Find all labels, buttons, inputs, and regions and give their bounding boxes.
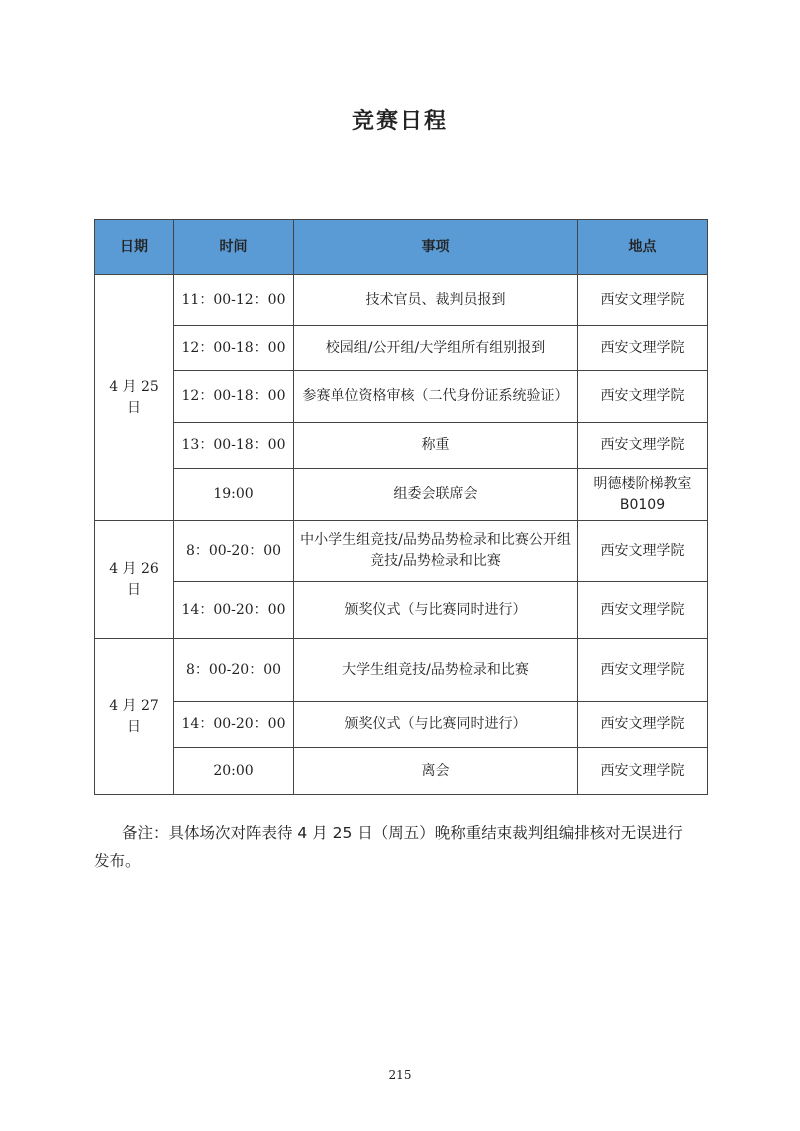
header-time: 时间	[174, 220, 294, 275]
event-cell: 参赛单位资格审核（二代身份证系统验证）	[294, 371, 578, 423]
location-cell: 西安文理学院	[578, 275, 708, 326]
date-cell: 4 月 27 日	[95, 639, 174, 795]
event-cell: 中小学生组竞技/品势品势检录和比赛公开组竞技/品势检录和比赛	[294, 521, 578, 582]
table-row	[95, 469, 708, 521]
footnote: 备注：具体场次对阵表待 4 月 25 日（周五）晚称重结束裁判组编排核对无误进行发布。	[94, 824, 683, 870]
event-cell: 组委会联席会	[294, 469, 578, 521]
location-cell: 西安文理学院	[578, 326, 708, 371]
table-row	[95, 702, 708, 748]
time-cell: 20:00	[174, 748, 294, 795]
schedule-table	[94, 219, 708, 795]
event-cell: 称重	[294, 423, 578, 469]
table-header-row	[95, 220, 708, 275]
header-location: 地点	[578, 220, 708, 275]
time-cell: 8：00-20：00	[174, 521, 294, 582]
time-cell: 12：00-18：00	[174, 326, 294, 371]
location-cell: 西安文理学院	[578, 521, 708, 582]
location-cell: 西安文理学院	[578, 748, 708, 795]
table-row	[95, 521, 708, 582]
table-row	[95, 326, 708, 371]
location-cell: 西安文理学院	[578, 423, 708, 469]
header-event: 事项	[294, 220, 578, 275]
table-row	[95, 639, 708, 702]
table-row	[95, 275, 708, 326]
event-cell: 校园组/公开组/大学组所有组别报到	[294, 326, 578, 371]
location-cell: 西安文理学院	[578, 582, 708, 639]
table-row	[95, 371, 708, 423]
date-cell: 4 月 26 日	[95, 521, 174, 639]
header-date: 日期	[95, 220, 174, 275]
time-cell: 14：00-20：00	[174, 582, 294, 639]
event-cell: 颁奖仪式（与比赛同时进行）	[294, 582, 578, 639]
table-row	[95, 748, 708, 795]
location-cell: 西安文理学院	[578, 702, 708, 748]
event-cell: 技术官员、裁判员报到	[294, 275, 578, 326]
time-cell: 13：00-18：00	[174, 423, 294, 469]
event-cell: 离会	[294, 748, 578, 795]
time-cell: 8：00-20：00	[174, 639, 294, 702]
table-row	[95, 423, 708, 469]
date-cell: 4 月 25 日	[95, 275, 174, 521]
time-cell: 12：00-18：00	[174, 371, 294, 423]
page-title: 竞赛日程	[351, 109, 448, 134]
location-cell: 明德楼阶梯教室 B0109	[578, 469, 708, 521]
page-number: 215	[388, 1068, 412, 1082]
table-row	[95, 582, 708, 639]
event-cell: 颁奖仪式（与比赛同时进行）	[294, 702, 578, 748]
event-cell: 大学生组竞技/品势检录和比赛	[294, 639, 578, 702]
location-cell: 西安文理学院	[578, 639, 708, 702]
time-cell: 14：00-20：00	[174, 702, 294, 748]
time-cell: 19:00	[174, 469, 294, 521]
time-cell: 11：00-12：00	[174, 275, 294, 326]
location-cell: 西安文理学院	[578, 371, 708, 423]
